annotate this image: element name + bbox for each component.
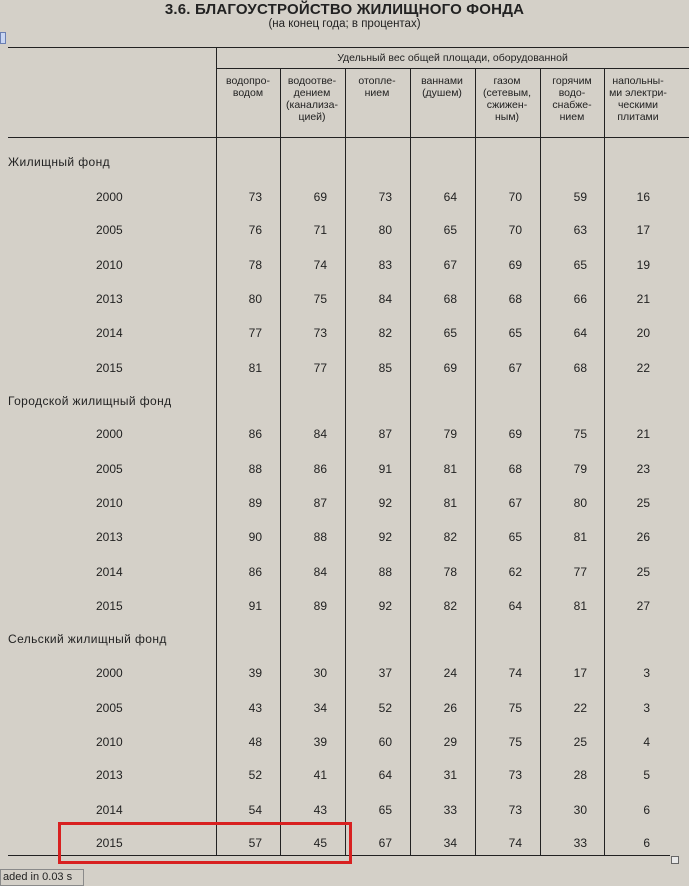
table-cell: 70 bbox=[508, 223, 522, 237]
column-header bbox=[410, 75, 474, 99]
table-cell: 74 bbox=[508, 666, 522, 680]
table-cell: 73 bbox=[508, 768, 522, 782]
table-cell: 73 bbox=[378, 190, 392, 204]
table-cell: 4 bbox=[643, 735, 650, 749]
table-cell: 29 bbox=[443, 735, 457, 749]
table-cell: 73 bbox=[508, 803, 522, 817]
row-year: 2014 bbox=[96, 565, 123, 579]
column-header bbox=[475, 75, 539, 123]
row-year: 2000 bbox=[96, 666, 123, 680]
table-cell: 28 bbox=[573, 768, 587, 782]
table-cell: 24 bbox=[443, 666, 457, 680]
table-cell: 75 bbox=[508, 735, 522, 749]
row-year: 2013 bbox=[96, 292, 123, 306]
table-cell: 3 bbox=[643, 701, 650, 715]
row-year: 2015 bbox=[96, 599, 123, 613]
table-cell: 79 bbox=[443, 427, 457, 441]
table-cell: 52 bbox=[248, 768, 262, 782]
table-cell: 25 bbox=[636, 496, 650, 510]
column-header bbox=[540, 75, 604, 123]
table-cell: 16 bbox=[636, 190, 650, 204]
section-label: Сельский жилищный фонд bbox=[8, 632, 167, 646]
table-cell: 68 bbox=[443, 292, 457, 306]
table-cell: 64 bbox=[573, 326, 587, 340]
table-cell: 86 bbox=[248, 427, 262, 441]
table-cell: 81 bbox=[248, 361, 262, 375]
table-cell: 41 bbox=[313, 768, 327, 782]
table-cell: 34 bbox=[443, 836, 457, 850]
table-cell: 57 bbox=[248, 836, 262, 850]
table-cell: 89 bbox=[248, 496, 262, 510]
column-divider bbox=[410, 68, 411, 855]
column-header-line: нием bbox=[559, 111, 585, 123]
table-cell: 3 bbox=[643, 666, 650, 680]
row-year: 2015 bbox=[96, 361, 123, 375]
table-cell: 39 bbox=[248, 666, 262, 680]
table-cell: 86 bbox=[248, 565, 262, 579]
table-cell: 79 bbox=[573, 462, 587, 476]
table-cell: 67 bbox=[508, 496, 522, 510]
table-cell: 5 bbox=[643, 768, 650, 782]
table-cell: 84 bbox=[378, 292, 392, 306]
table-cell: 23 bbox=[636, 462, 650, 476]
table-cell: 17 bbox=[573, 666, 587, 680]
table-cell: 81 bbox=[573, 530, 587, 544]
table-cell: 80 bbox=[573, 496, 587, 510]
table-cell: 91 bbox=[378, 462, 392, 476]
table-cell: 69 bbox=[508, 427, 522, 441]
table-cell: 73 bbox=[248, 190, 262, 204]
table-cell: 65 bbox=[508, 326, 522, 340]
table-cell: 65 bbox=[573, 258, 587, 272]
column-divider bbox=[345, 68, 346, 855]
column-divider bbox=[475, 68, 476, 855]
column-divider bbox=[604, 68, 605, 855]
column-header-line: ным) bbox=[494, 111, 520, 123]
table-cell: 64 bbox=[508, 599, 522, 613]
table-cell: 67 bbox=[508, 361, 522, 375]
table-cell: 68 bbox=[573, 361, 587, 375]
table-cell: 21 bbox=[636, 427, 650, 441]
table-cell: 74 bbox=[313, 258, 327, 272]
table-cell: 6 bbox=[643, 803, 650, 817]
row-year: 2014 bbox=[96, 326, 123, 340]
table-cell: 87 bbox=[378, 427, 392, 441]
row-year: 2005 bbox=[96, 701, 123, 715]
table-cell: 34 bbox=[313, 701, 327, 715]
column-header-line: газом bbox=[493, 75, 521, 87]
table-cell: 26 bbox=[636, 530, 650, 544]
table-cell: 65 bbox=[378, 803, 392, 817]
column-header-line: водом bbox=[232, 87, 264, 99]
column-header-line: ческими bbox=[617, 99, 659, 111]
table-cell: 52 bbox=[378, 701, 392, 715]
column-divider bbox=[280, 68, 281, 855]
table-cell: 88 bbox=[313, 530, 327, 544]
table-cell: 83 bbox=[378, 258, 392, 272]
table-cell: 22 bbox=[573, 701, 587, 715]
row-year: 2010 bbox=[96, 496, 123, 510]
table-cell: 74 bbox=[508, 836, 522, 850]
table-cell: 6 bbox=[643, 836, 650, 850]
table-cell: 78 bbox=[248, 258, 262, 272]
table-cell: 82 bbox=[443, 599, 457, 613]
table-cell: 87 bbox=[313, 496, 327, 510]
table-cell: 54 bbox=[248, 803, 262, 817]
column-header-line: снабже- bbox=[552, 99, 592, 111]
column-header-line: (канализа- bbox=[286, 99, 338, 111]
column-header bbox=[345, 75, 409, 99]
table-cell: 68 bbox=[508, 292, 522, 306]
expand-arrow-icon[interactable] bbox=[0, 32, 6, 44]
row-year: 2000 bbox=[96, 427, 123, 441]
table-cell: 92 bbox=[378, 530, 392, 544]
group-header-rule bbox=[216, 68, 689, 69]
column-header bbox=[596, 75, 680, 123]
table-cell: 39 bbox=[313, 735, 327, 749]
row-year: 2014 bbox=[96, 803, 123, 817]
column-header-line: (сетевым, bbox=[482, 87, 532, 99]
table-cell: 92 bbox=[378, 599, 392, 613]
section-label: Городской жилищный фонд bbox=[8, 394, 172, 408]
column-header-line: напольны- bbox=[612, 75, 664, 87]
row-year: 2000 bbox=[96, 190, 123, 204]
group-header: Удельный вес общей площади, оборудованной bbox=[337, 52, 568, 64]
column-header-line: нием bbox=[364, 87, 390, 99]
column-header bbox=[280, 75, 344, 123]
table-cell: 30 bbox=[573, 803, 587, 817]
table-cell: 75 bbox=[573, 427, 587, 441]
table-cell: 20 bbox=[636, 326, 650, 340]
table-cell: 81 bbox=[573, 599, 587, 613]
table-cell: 91 bbox=[248, 599, 262, 613]
table-cell: 37 bbox=[378, 666, 392, 680]
table-cell: 33 bbox=[573, 836, 587, 850]
table-cell: 82 bbox=[378, 326, 392, 340]
table-cell: 43 bbox=[313, 803, 327, 817]
row-year: 2005 bbox=[96, 462, 123, 476]
table-cell: 69 bbox=[508, 258, 522, 272]
column-divider bbox=[540, 68, 541, 855]
table-cell: 69 bbox=[443, 361, 457, 375]
table-cell: 26 bbox=[443, 701, 457, 715]
table-cell: 66 bbox=[573, 292, 587, 306]
row-year: 2010 bbox=[96, 735, 123, 749]
column-header-line: отопле- bbox=[358, 75, 396, 87]
highlight-box bbox=[58, 822, 352, 864]
table-cell: 81 bbox=[443, 496, 457, 510]
table-cell: 63 bbox=[573, 223, 587, 237]
table-cell: 31 bbox=[443, 768, 457, 782]
column-divider bbox=[216, 47, 217, 855]
row-year: 2010 bbox=[96, 258, 123, 272]
table-cell: 77 bbox=[248, 326, 262, 340]
table-cell: 64 bbox=[443, 190, 457, 204]
status-bar: aded in 0.03 s bbox=[0, 869, 84, 886]
table-cell: 80 bbox=[378, 223, 392, 237]
table-cell: 71 bbox=[313, 223, 327, 237]
column-header-line: дением bbox=[293, 87, 331, 99]
table-cell: 88 bbox=[378, 565, 392, 579]
table-cell: 77 bbox=[313, 361, 327, 375]
table-cell: 22 bbox=[636, 361, 650, 375]
row-year: 2013 bbox=[96, 768, 123, 782]
column-header-line: водопро- bbox=[226, 75, 270, 87]
page-title: 3.6. БЛАГОУСТРОЙСТВО ЖИЛИЩНОГО ФОНДА bbox=[164, 1, 525, 18]
table-cell: 89 bbox=[313, 599, 327, 613]
table-cell: 82 bbox=[443, 530, 457, 544]
table-cell: 65 bbox=[443, 326, 457, 340]
table-cell: 85 bbox=[378, 361, 392, 375]
table-cell: 64 bbox=[378, 768, 392, 782]
column-header-line: цией) bbox=[298, 111, 326, 123]
table-cell: 27 bbox=[636, 599, 650, 613]
column-header bbox=[217, 75, 279, 99]
column-header-line: водоотве- bbox=[287, 75, 337, 87]
resize-handle-icon[interactable] bbox=[671, 856, 679, 864]
table-cell: 33 bbox=[443, 803, 457, 817]
column-header-line: ваннами bbox=[421, 75, 463, 87]
table-cell: 43 bbox=[248, 701, 262, 715]
column-header-line: плитами bbox=[617, 111, 659, 123]
table-cell: 48 bbox=[248, 735, 262, 749]
column-header-line: (душем) bbox=[422, 87, 462, 99]
table-cell: 77 bbox=[573, 565, 587, 579]
table-cell: 19 bbox=[636, 258, 650, 272]
column-header-line: ми электри- bbox=[609, 87, 667, 99]
table-cell: 65 bbox=[508, 530, 522, 544]
column-header-line: водо- bbox=[558, 87, 586, 99]
table-cell: 21 bbox=[636, 292, 650, 306]
table-cell: 88 bbox=[248, 462, 262, 476]
table-cell: 25 bbox=[636, 565, 650, 579]
column-header-line: сжижен- bbox=[486, 99, 528, 111]
table-cell: 92 bbox=[378, 496, 392, 510]
table-cell: 84 bbox=[313, 565, 327, 579]
table-top-rule bbox=[8, 47, 689, 48]
table-cell: 84 bbox=[313, 427, 327, 441]
table-cell: 45 bbox=[313, 836, 327, 850]
table-cell: 17 bbox=[636, 223, 650, 237]
row-year: 2015 bbox=[96, 836, 123, 850]
table-cell: 67 bbox=[378, 836, 392, 850]
table-cell: 70 bbox=[508, 190, 522, 204]
section-label: Жилищный фонд bbox=[8, 155, 111, 169]
table-cell: 65 bbox=[443, 223, 457, 237]
table-cell: 67 bbox=[443, 258, 457, 272]
table-cell: 75 bbox=[313, 292, 327, 306]
row-year: 2005 bbox=[96, 223, 123, 237]
table-cell: 60 bbox=[378, 735, 392, 749]
table-cell: 76 bbox=[248, 223, 262, 237]
table-cell: 30 bbox=[313, 666, 327, 680]
table-cell: 80 bbox=[248, 292, 262, 306]
table-cell: 86 bbox=[313, 462, 327, 476]
table-cell: 68 bbox=[508, 462, 522, 476]
row-year: 2013 bbox=[96, 530, 123, 544]
table-cell: 69 bbox=[313, 190, 327, 204]
column-header-line: горячим bbox=[552, 75, 592, 87]
header-bottom-rule bbox=[8, 137, 689, 138]
table-cell: 75 bbox=[508, 701, 522, 715]
page-subtitle: (на конец года; в процентах) bbox=[268, 18, 421, 30]
table-cell: 78 bbox=[443, 565, 457, 579]
table-cell: 81 bbox=[443, 462, 457, 476]
table-cell: 73 bbox=[313, 326, 327, 340]
table-cell: 62 bbox=[508, 565, 522, 579]
table-cell: 59 bbox=[573, 190, 587, 204]
table-cell: 25 bbox=[573, 735, 587, 749]
table-cell: 90 bbox=[248, 530, 262, 544]
